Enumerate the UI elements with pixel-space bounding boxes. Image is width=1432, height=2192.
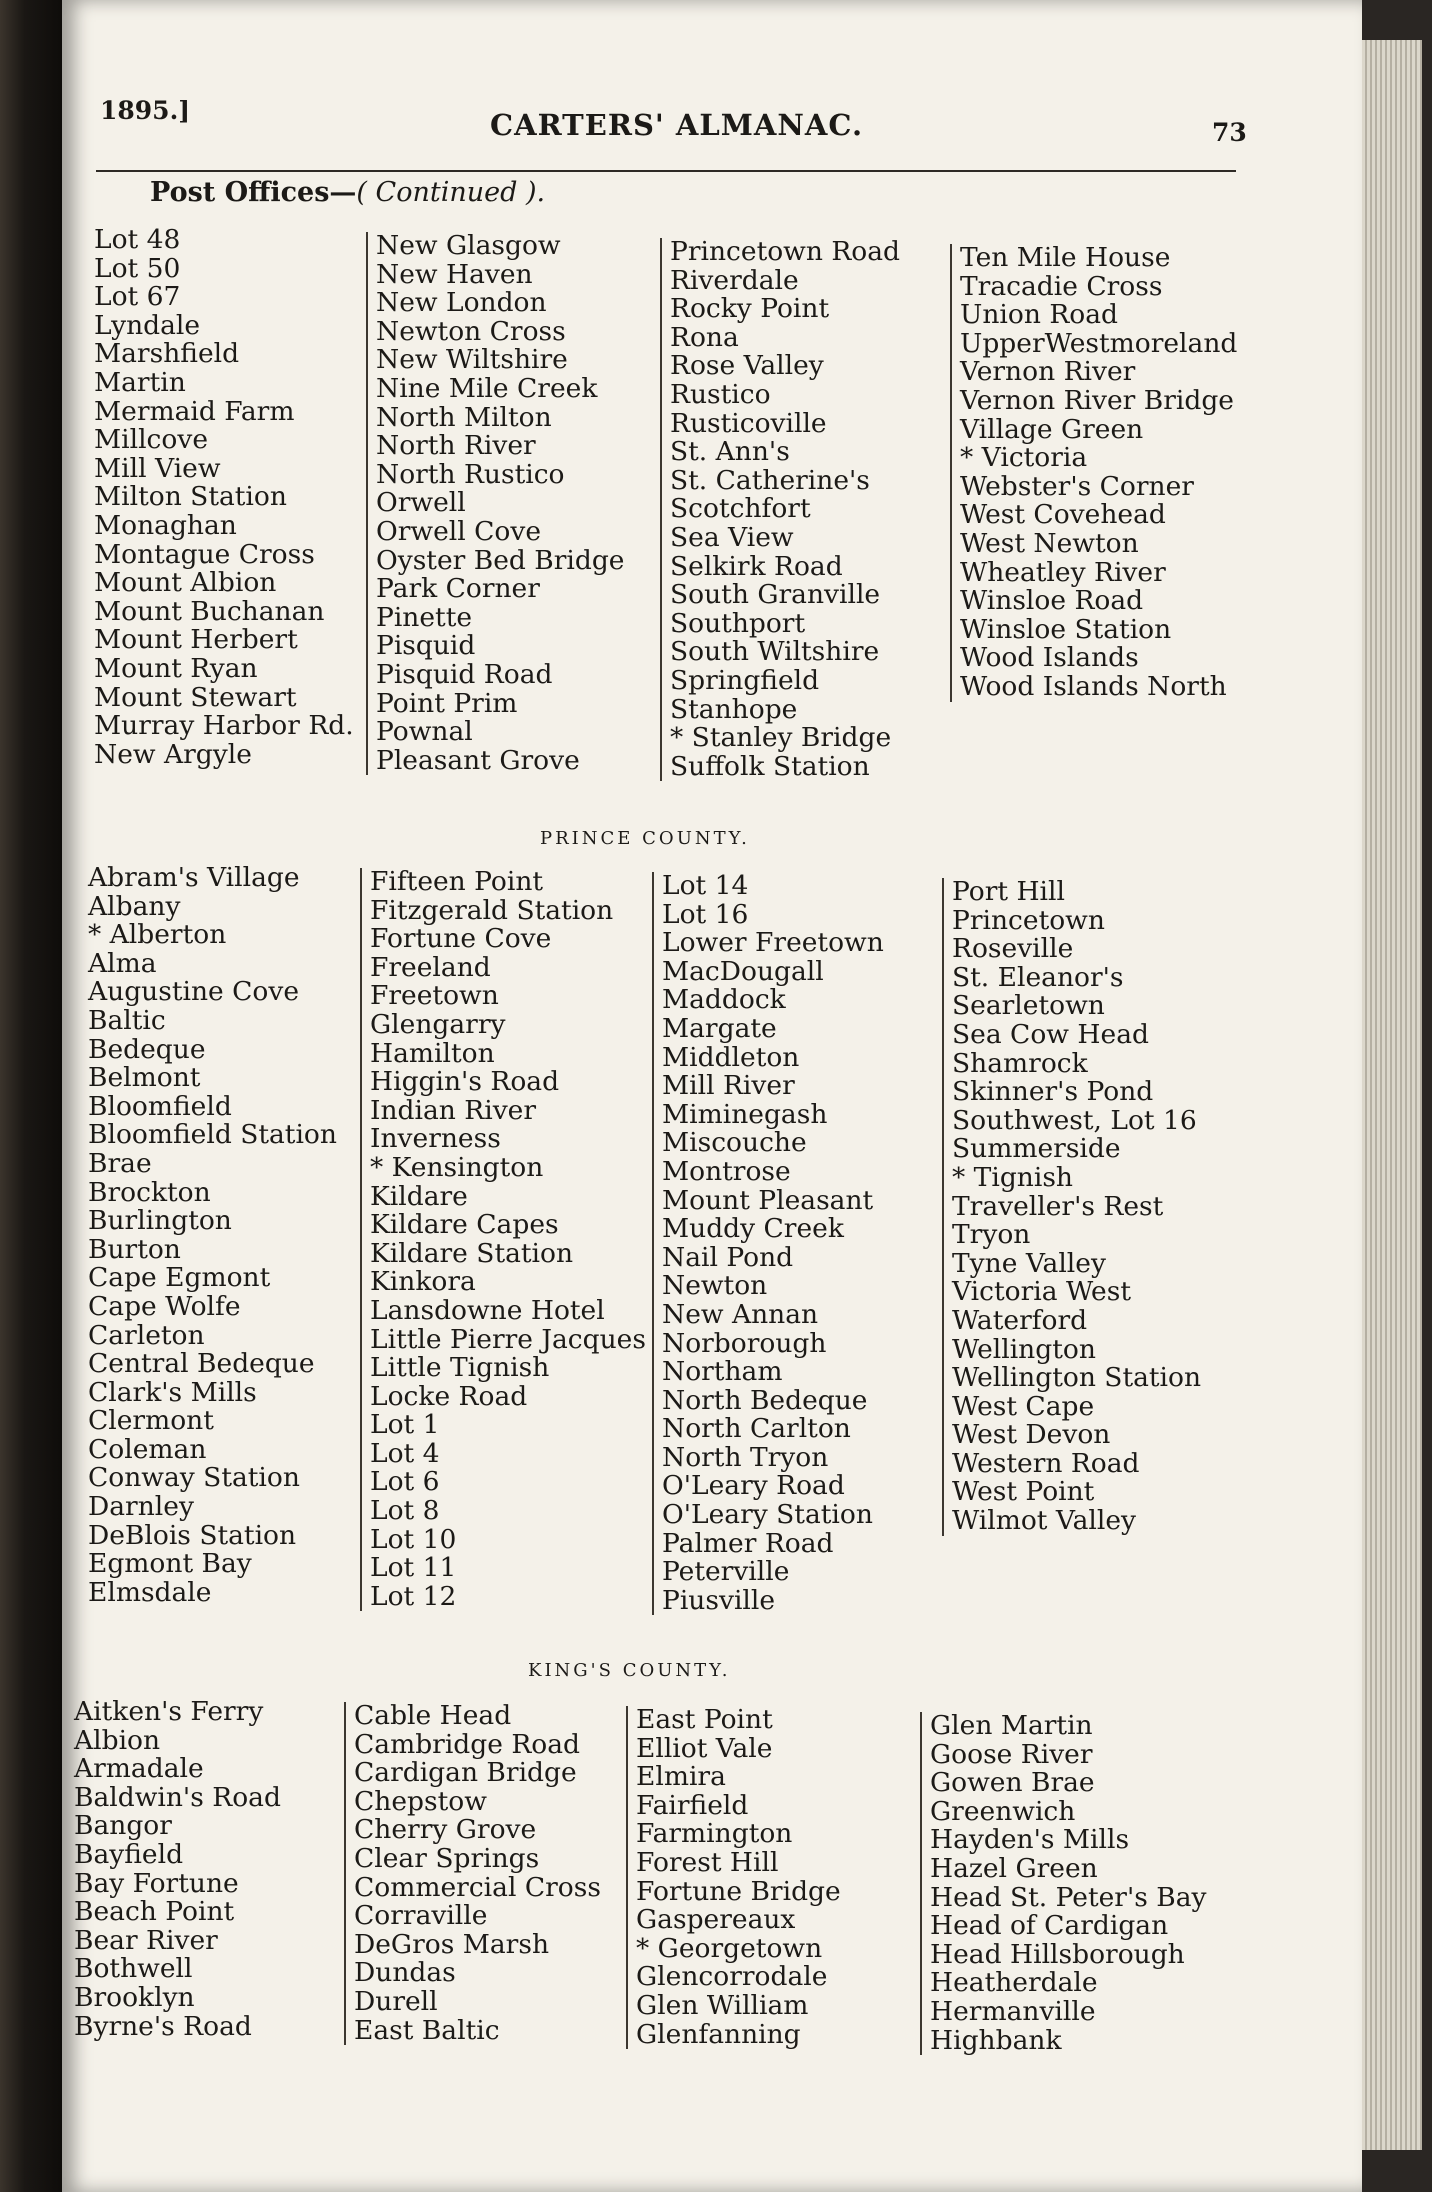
- page-title: CARTERS' ALMANAC.: [490, 108, 864, 142]
- post-office-entry: Tracadie Cross: [960, 270, 1163, 302]
- post-office-entry: New Glasgow: [376, 230, 561, 261]
- post-office-entry: Sea Cow Head: [952, 1018, 1149, 1050]
- post-office-entry: South Granville: [670, 579, 881, 611]
- subhead-continued: ( Continued ).: [356, 177, 546, 208]
- post-office-entry: Park Corner: [376, 573, 540, 605]
- post-office-entry: Norborough: [662, 1327, 827, 1359]
- post-office-entry: North Milton: [376, 401, 552, 433]
- post-office-entry: St. Catherine's: [670, 464, 870, 496]
- post-office-entry: O'Leary Station: [662, 1499, 873, 1531]
- post-office-entry: Cardigan Bridge: [354, 1757, 577, 1789]
- post-office-entry: East Baltic: [354, 2014, 500, 2046]
- post-office-entry: Southport: [670, 607, 806, 639]
- post-office-entry: North Bedeque: [662, 1384, 868, 1416]
- post-office-entry: Hermanville: [930, 1995, 1096, 2027]
- post-office-entry: Wilmot Valley: [952, 1505, 1136, 1537]
- post-office-entry: West Cape: [952, 1390, 1095, 1422]
- post-office-entry: Hamilton: [370, 1037, 495, 1069]
- post-office-entry: East Point: [636, 1704, 773, 1735]
- post-office-entry: Bothwell: [74, 1953, 193, 1985]
- post-office-entry: Lot 48: [94, 224, 181, 255]
- post-office-entry: Tryon: [952, 1219, 1031, 1251]
- post-office-entry: Cable Head: [354, 1700, 512, 1731]
- post-office-entry: Corraville: [354, 1900, 488, 1932]
- post-office-entry: Lot 10: [370, 1523, 457, 1555]
- header-year: 1895.]: [100, 96, 191, 125]
- post-office-entry: Kildare Station: [370, 1237, 574, 1269]
- post-office-entry: Waterford: [952, 1304, 1088, 1336]
- post-office-entry: Darnley: [88, 1491, 194, 1523]
- kings-column-4: [920, 1710, 1207, 2056]
- post-office-entry: Clermont: [88, 1405, 214, 1437]
- post-office-entry: UpperWestmoreland: [960, 327, 1238, 359]
- post-office-entry: Glenfanning: [636, 2018, 801, 2050]
- post-office-entry: Pleasant Grove: [376, 744, 580, 776]
- post-office-entry: St. Eleanor's: [952, 961, 1124, 993]
- post-office-entry: Wheatley River: [960, 556, 1166, 588]
- post-office-entry: Little Pierre Jacques: [370, 1323, 646, 1355]
- post-office-entry: * Victoria: [960, 442, 1088, 474]
- post-office-entry: Port Hill: [952, 876, 1065, 907]
- kings-county-heading: KING'S COUNTY.: [528, 1660, 731, 1681]
- prince-column-1: [88, 864, 358, 1607]
- post-office-entry: Greenwich: [930, 1795, 1076, 1827]
- post-office-entry: Cape Egmont: [88, 1262, 271, 1294]
- post-office-entry: New Annan: [662, 1298, 819, 1330]
- post-office-entry: Orwell Cove: [376, 515, 542, 547]
- post-office-entry: Mount Buchanan: [94, 595, 325, 627]
- post-office-entry: Kildare: [370, 1180, 468, 1212]
- post-office-entry: South Wiltshire: [670, 636, 880, 668]
- post-office-entry: Fairfield: [636, 1789, 749, 1821]
- post-office-entry: * Tignish: [952, 1161, 1073, 1193]
- post-office-entry: Nail Pond: [662, 1241, 794, 1273]
- post-office-entry: DeBlois Station: [88, 1519, 297, 1551]
- post-office-entry: Winsloe Road: [960, 585, 1144, 617]
- post-office-entry: Western Road: [952, 1447, 1140, 1479]
- post-office-entry: Traveller's Rest: [952, 1190, 1164, 1222]
- post-office-entry: Wood Islands: [960, 642, 1139, 674]
- post-office-entry: Higgin's Road: [370, 1066, 560, 1098]
- kings-column-3: [626, 1706, 906, 2049]
- post-office-entry: Hayden's Mills: [930, 1824, 1130, 1856]
- post-office-entry: Cambridge Road: [354, 1728, 581, 1760]
- post-office-entry: * Alberton: [88, 919, 227, 951]
- post-office-entry: Point Prim: [376, 687, 518, 719]
- post-office-entry: Clark's Mills: [88, 1376, 257, 1408]
- post-office-entry: Scotchfort: [670, 493, 811, 525]
- post-office-entry: Gaspereaux: [636, 1904, 796, 1936]
- post-office-entry: Pownal: [376, 716, 473, 748]
- post-office-entry: Vernon River: [960, 356, 1136, 388]
- post-office-entry: Lot 14: [662, 870, 749, 901]
- post-office-entry: Cape Wolfe: [88, 1290, 241, 1322]
- kings-column-1: [74, 1698, 344, 2041]
- post-office-entry: Mount Herbert: [94, 624, 298, 656]
- post-office-entry: Albany: [88, 890, 181, 922]
- post-office-entry: St. Ann's: [670, 436, 790, 468]
- post-office-entry: Brooklyn: [74, 1981, 195, 2013]
- post-office-entry: New London: [376, 287, 547, 319]
- post-office-entry: Searletown: [952, 990, 1105, 1022]
- post-office-entry: Rose Valley: [670, 350, 824, 382]
- post-office-entry: Milton Station: [94, 481, 287, 513]
- post-office-entry: Summerside: [952, 1133, 1121, 1165]
- post-office-entry: Fitzgerald Station: [370, 894, 614, 926]
- post-office-entry: North River: [376, 430, 536, 462]
- kings-column-2: [344, 1702, 624, 2045]
- post-office-entry: Beach Point: [74, 1896, 235, 1928]
- post-office-entry: Baldwin's Road: [74, 1781, 281, 1813]
- post-office-entry: Millcove: [94, 424, 209, 456]
- post-office-entry: Chepstow: [354, 1785, 487, 1817]
- post-office-entry: Byrne's Road: [74, 2010, 252, 2042]
- post-office-entry: Belmont: [88, 1062, 201, 1094]
- post-office-entry: Murray Harbor Rd.: [94, 710, 354, 742]
- post-office-entry: Gowen Brae: [930, 1767, 1095, 1799]
- post-office-entry: Bedeque: [88, 1033, 206, 1065]
- post-office-entry: Lyndale: [94, 309, 201, 341]
- post-office-entry: Shamrock: [952, 1047, 1088, 1079]
- post-office-entry: Baltic: [88, 1004, 166, 1036]
- post-office-entry: Rona: [670, 321, 739, 353]
- post-office-entry: Tyne Valley: [952, 1247, 1106, 1279]
- post-office-entry: Miscouche: [662, 1127, 807, 1159]
- post-office-entry: Winsloe Station: [960, 613, 1172, 645]
- post-office-entry: Princetown Road: [670, 236, 901, 267]
- post-office-entry: O'Leary Road: [662, 1470, 845, 1502]
- post-office-entry: Fifteen Point: [370, 866, 544, 897]
- post-office-entry: Dundas: [354, 1957, 456, 1989]
- post-office-entry: Bloomfield Station: [88, 1119, 337, 1151]
- post-office-entry: Stanhope: [670, 693, 798, 725]
- post-office-entry: Lot 8: [370, 1495, 440, 1527]
- post-office-entry: Lot 11: [370, 1552, 457, 1584]
- post-office-entry: West Devon: [952, 1419, 1111, 1451]
- post-office-entry: Mount Stewart: [94, 681, 297, 713]
- post-office-entry: Kinkora: [370, 1266, 476, 1298]
- post-office-entry: New Argyle: [94, 738, 252, 770]
- post-office-entry: West Covehead: [960, 499, 1166, 531]
- post-office-entry: Alma: [88, 947, 157, 979]
- post-office-entry: Vernon River Bridge: [960, 384, 1234, 416]
- post-office-entry: Victoria West: [952, 1276, 1131, 1308]
- post-office-entry: Nine Mile Creek: [376, 372, 598, 404]
- post-office-entry: Palmer Road: [662, 1527, 834, 1559]
- post-office-entry: Pisquid Road: [376, 658, 553, 690]
- post-office-entry: Head of Cardigan: [930, 1910, 1169, 1942]
- post-office-entry: Bloomfield: [88, 1090, 232, 1122]
- post-office-entry: Cherry Grove: [354, 1814, 537, 1846]
- post-office-entry: Miminegash: [662, 1098, 828, 1130]
- header-rule: [96, 170, 1236, 172]
- post-office-entry: Wellington: [952, 1333, 1096, 1365]
- post-office-entry: Lot 6: [370, 1466, 440, 1498]
- post-office-entry: Martin: [94, 366, 186, 398]
- post-office-entry: Peterville: [662, 1556, 790, 1588]
- post-office-entry: Durell: [354, 1985, 438, 2017]
- post-office-entry: Abram's Village: [88, 862, 300, 893]
- post-offices-subhead: [150, 177, 545, 208]
- post-office-entry: Conway Station: [88, 1462, 300, 1494]
- post-office-entry: Head St. Peter's Bay: [930, 1881, 1207, 1913]
- post-office-entry: Lot 67: [94, 281, 181, 313]
- post-office-entry: Commercial Cross: [354, 1871, 601, 1903]
- post-office-entry: Sea View: [670, 521, 794, 553]
- prince-column-4: [942, 878, 1222, 1536]
- post-office-entry: Southwest, Lot 16: [952, 1104, 1197, 1136]
- post-office-entry: Forest Hill: [636, 1846, 779, 1878]
- post-office-entry: Roseville: [952, 933, 1074, 965]
- post-office-entry: Pisquid: [376, 630, 476, 662]
- post-office-entry: Farmington: [636, 1818, 793, 1850]
- post-office-entry: Freetown: [370, 980, 499, 1012]
- subhead-label: Post Offices—: [150, 177, 357, 208]
- post-office-entry: Ten Mile House: [960, 242, 1171, 273]
- post-office-entry: Skinner's Pond: [952, 1076, 1154, 1108]
- queens-column-1: [94, 226, 364, 769]
- post-office-entry: * Kensington: [370, 1151, 544, 1183]
- post-office-entry: Hazel Green: [930, 1852, 1098, 1884]
- post-office-entry: Newton: [662, 1270, 768, 1302]
- post-office-entry: Newton Cross: [376, 315, 566, 347]
- post-office-entry: Bear River: [74, 1924, 218, 1956]
- post-office-entry: Clear Springs: [354, 1842, 540, 1874]
- post-office-entry: Princetown: [952, 904, 1105, 936]
- post-office-entry: Rusticoville: [670, 407, 827, 439]
- post-office-entry: Lot 50: [94, 252, 181, 284]
- post-office-entry: New Haven: [376, 258, 533, 290]
- post-office-entry: Webster's Corner: [960, 470, 1194, 502]
- post-office-entry: Marshfield: [94, 338, 240, 370]
- post-office-entry: Lot 16: [662, 898, 749, 930]
- post-office-entry: Lot 12: [370, 1580, 457, 1612]
- post-office-entry: Mount Ryan: [94, 652, 258, 684]
- post-office-entry: New Wiltshire: [376, 344, 568, 376]
- post-office-entry: North Tryon: [662, 1441, 829, 1473]
- post-office-entry: Mermaid Farm: [94, 395, 295, 427]
- post-office-entry: Riverdale: [670, 264, 799, 296]
- post-office-entry: * Stanley Bridge: [670, 722, 892, 754]
- post-office-entry: Rustico: [670, 378, 771, 410]
- post-office-entry: Maddock: [662, 984, 786, 1016]
- post-office-entry: Selkirk Road: [670, 550, 843, 582]
- book-binding: [0, 0, 62, 2192]
- post-office-entry: Armadale: [74, 1753, 204, 1785]
- post-office-entry: Mill View: [94, 452, 221, 484]
- post-office-entry: West Newton: [960, 527, 1139, 559]
- queens-column-2: [366, 232, 646, 775]
- post-office-entry: Brae: [88, 1147, 152, 1179]
- post-office-entry: Albion: [74, 1724, 161, 1756]
- post-office-entry: West Point: [952, 1476, 1095, 1508]
- post-office-entry: Mill River: [662, 1070, 795, 1102]
- page-number: 73: [1212, 118, 1247, 147]
- post-office-entry: Montrose: [662, 1155, 791, 1187]
- post-office-entry: Elmira: [636, 1761, 726, 1793]
- post-office-entry: Lansdowne Hotel: [370, 1294, 605, 1326]
- post-office-entry: Elliot Vale: [636, 1732, 773, 1764]
- queens-column-3: [660, 238, 940, 781]
- post-office-entry: Springfield: [670, 664, 820, 696]
- post-office-entry: Fortune Bridge: [636, 1875, 841, 1907]
- post-office-entry: North Carlton: [662, 1413, 851, 1445]
- post-office-entry: Kildare Capes: [370, 1209, 559, 1241]
- post-office-entry: Freeland: [370, 951, 491, 983]
- post-office-entry: Glen Martin: [930, 1710, 1093, 1741]
- post-office-entry: Middleton: [662, 1041, 800, 1073]
- post-office-entry: Village Green: [960, 413, 1144, 445]
- post-office-entry: Oyster Bed Bridge: [376, 544, 625, 576]
- post-office-entry: Glencorrodale: [636, 1961, 828, 1993]
- post-office-entry: Brockton: [88, 1176, 211, 1208]
- post-office-entry: MacDougall: [662, 955, 824, 987]
- post-office-entry: Lot 4: [370, 1437, 440, 1469]
- post-office-entry: Egmont Bay: [88, 1548, 252, 1580]
- page-edges: [1362, 40, 1422, 2150]
- post-office-entry: Lower Freetown: [662, 927, 884, 959]
- post-office-entry: Coleman: [88, 1433, 207, 1465]
- queens-column-4: [950, 242, 1238, 702]
- post-office-entry: Monaghan: [94, 509, 237, 541]
- post-office-entry: Aitken's Ferry: [74, 1696, 264, 1727]
- post-office-entry: Pinette: [376, 601, 473, 633]
- post-office-entry: Mount Albion: [94, 567, 277, 599]
- post-office-entry: Inverness: [370, 1123, 501, 1155]
- post-office-entry: Wellington Station: [952, 1362, 1202, 1394]
- post-office-entry: Head Hillsborough: [930, 1938, 1185, 1970]
- post-office-entry: Carleton: [88, 1319, 205, 1351]
- post-office-entry: Northam: [662, 1356, 783, 1388]
- post-office-entry: Bangor: [74, 1810, 172, 1842]
- post-office-entry: Mount Pleasant: [662, 1184, 874, 1216]
- post-office-entry: Lot 1: [370, 1409, 440, 1441]
- post-office-entry: Wood Islands North: [960, 670, 1227, 702]
- post-office-entry: Glen William: [636, 1989, 809, 2021]
- post-office-entry: Rocky Point: [670, 293, 830, 325]
- post-office-entry: Montague Cross: [94, 538, 315, 570]
- post-office-entry: Elmsdale: [88, 1576, 212, 1608]
- post-office-entry: Augustine Cove: [88, 976, 300, 1008]
- post-office-entry: Muddy Creek: [662, 1213, 844, 1245]
- post-office-entry: DeGros Marsh: [354, 1928, 550, 1960]
- post-office-entry: Little Tignish: [370, 1352, 550, 1384]
- post-office-entry: Indian River: [370, 1094, 537, 1126]
- post-office-entry: Orwell: [376, 487, 466, 519]
- post-office-entry: Goose River: [930, 1738, 1093, 1770]
- post-office-entry: Piusville: [662, 1584, 776, 1616]
- post-office-entry: Bay Fortune: [74, 1867, 239, 1899]
- post-office-entry: Bayfield: [74, 1838, 184, 1870]
- post-office-entry: Glengarry: [370, 1008, 506, 1040]
- post-office-entry: Burton: [88, 1233, 181, 1265]
- post-office-entry: Central Bedeque: [88, 1348, 315, 1380]
- post-office-entry: Fortune Cove: [370, 923, 552, 955]
- prince-column-2: [360, 866, 646, 1612]
- post-office-entry: Heatherdale: [930, 1967, 1098, 1999]
- post-office-entry: Highbank: [930, 2024, 1062, 2056]
- post-office-entry: Burlington: [88, 1205, 232, 1237]
- post-office-entry: * Georgetown: [636, 1932, 823, 1964]
- post-office-entry: Suffolk Station: [670, 750, 870, 782]
- prince-column-3: [652, 872, 932, 1615]
- prince-county-heading: PRINCE COUNTY.: [540, 828, 750, 849]
- post-office-entry: Locke Road: [370, 1380, 528, 1412]
- post-office-entry: Margate: [662, 1012, 777, 1044]
- post-office-entry: Union Road: [960, 299, 1118, 331]
- post-office-entry: North Rustico: [376, 458, 565, 490]
